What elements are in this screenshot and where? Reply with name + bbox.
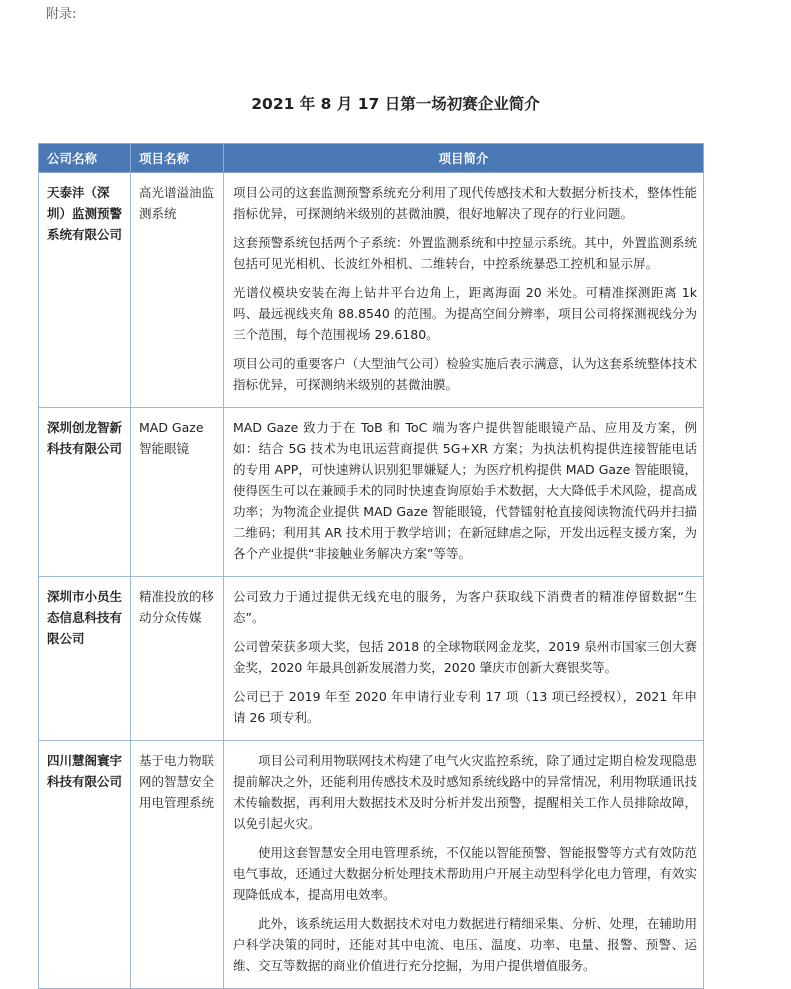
project-intro	[224, 741, 704, 989]
intro-paragraph: 这套预警系统包括两个子系统：外置监测系统和中控显示系统。其中，外置监测系统包括可见光相机、长波红外相机、二维转台，中控系统暴恐工控机和显示屏。	[233, 235, 697, 271]
project-name: 高光谱溢油监测系统	[131, 173, 224, 408]
intro-paragraph: 光谱仪模块安装在海上钻井平台边角上，距离海面 20 米处。可精准探测距离 1k 吗、最远视线夹角 88.8540 的范围。为提高空间分辨率，项目公司将探测视线分为三个范围，每个范围视场 29.6180。	[233, 285, 697, 342]
header-company: 公司名称	[39, 144, 131, 173]
intro-paragraph: 公司已于 2019 年至 2020 年申请行业专利 17 项（13 项已经授权），2021 年申请 26 项专利。	[233, 689, 697, 725]
header-intro: 项目简介	[224, 144, 704, 173]
header-project: 项目名称	[131, 144, 224, 173]
table-row	[39, 173, 704, 408]
intro-paragraph: MAD Gaze 致力于在 ToB 和 ToC 端为客户提供智能眼镜产品、应用及方案，例如：结合 5G 技术为电讯运营商提供 5G+XR 方案；为执法机构提供连接智能电话的专用 APP，可快速辨认识别犯罪嫌疑人；为医疗机构提供 MAD Gaze 智能眼镜，使得医生可以在兼顾手术的同时快速查询原始手术数据，大大降低手术风险，提高成功率；为物流企业提供 MAD Gaze 智能眼镜，代替镭射枪直接阅读物流代码并扫描二维码；利用其 AR 技术用于教学培训；在新冠肆虐之际，开发出远程支援方案，为各个产业提供“非接触业务解决方案”等等。	[233, 420, 697, 561]
table-row	[39, 408, 704, 577]
project-name: MAD Gaze 智能眼镜	[131, 408, 224, 577]
project-name: 基于电力物联网的智慧安全用电管理系统	[131, 741, 224, 989]
company-name: 四川慧阁寰宇科技有限公司	[39, 741, 131, 989]
intro-paragraph: 项目公司利用物联网技术构建了电气火灾监控系统，除了通过定期自检发现隐患提前解决之外，还能利用传感技术及时感知系统线路中的异常情况，利用物联通讯技术传输数据，再利用大数据技术及时分析并发出预警，提醒相关工作人员排除故障，以免引起火灾。	[233, 753, 697, 831]
company-name: 深圳创龙智新科技有限公司	[39, 408, 131, 577]
intro-paragraph: 公司致力于通过提供无线充电的服务，为客户获取线下消费者的精准停留数据“生态”。	[233, 589, 697, 625]
document-title: 2021 年 8 月 17 日第一场初赛企业简介	[251, 95, 540, 113]
intro-paragraph: 项目公司的这套监测预警系统充分利用了现代传感技术和大数据分析技术，整体性能指标优异，可探测纳米级别的甚微油膜，很好地解决了现存的行业问题。	[233, 185, 697, 221]
company-table	[38, 143, 704, 989]
intro-paragraph: 此外，该系统运用大数据技术对电力数据进行精细采集、分析、处理，在辅助用户科学决策的同时，还能对其中电流、电压、温度、功率、电量、报警、预警、运维、交互等数据的商业价值进行充分挖掘，为用户提供增值服务。	[233, 916, 697, 973]
project-intro	[224, 173, 704, 408]
appendix-label: 附录:	[46, 7, 77, 22]
table-row	[39, 741, 704, 989]
project-intro	[224, 408, 704, 577]
project-name: 精准投放的移动分众传媒	[131, 577, 224, 741]
company-name: 天泰沣（深圳）监测预警系统有限公司	[39, 173, 131, 408]
project-intro	[224, 577, 704, 741]
intro-paragraph: 项目公司的重要客户（大型油气公司）检验实施后表示满意，认为这套系统整体技术指标优异，可探测纳米级别的甚微油膜。	[233, 356, 697, 392]
table-header-row	[39, 144, 704, 173]
intro-paragraph: 使用这套智慧安全用电管理系统，不仅能以智能预警、智能报警等方式有效防范电气事故，还通过大数据分析处理技术帮助用户开展主动型科学化电力管理，有效实现降低成本，提高用电效率。	[233, 845, 697, 902]
table-row	[39, 577, 704, 741]
intro-paragraph: 公司曾荣获多项大奖，包括 2018 的全球物联网金龙奖，2019 泉州市国家三创大赛金奖，2020 年最具创新发展潜力奖，2020 肇庆市创新大赛银奖等。	[233, 639, 697, 675]
company-name: 深圳市小员生态信息科技有限公司	[39, 577, 131, 741]
